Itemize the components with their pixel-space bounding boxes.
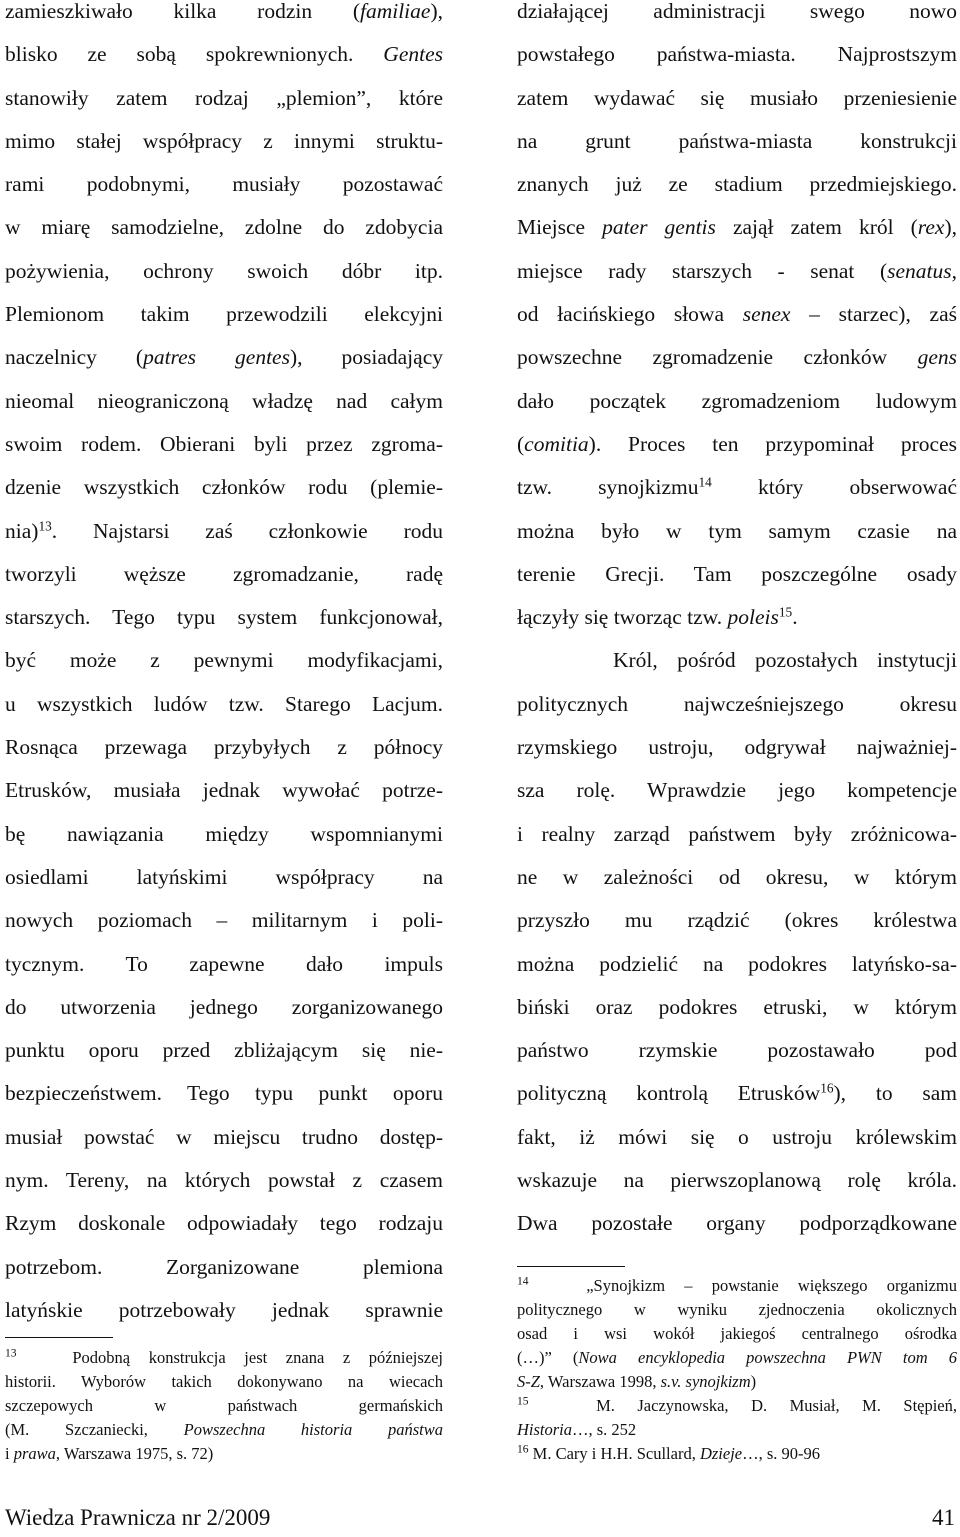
- text-line: do utworzenia jednego zorganizowanego: [5, 994, 443, 1019]
- text-line: państwo rzymskie pozostawało pod: [517, 1038, 957, 1063]
- footnote-line: i prawa, Warszawa 1975, s. 72): [5, 1444, 214, 1463]
- footnote-line: $^{13}$ Podobną konstrukcja jest znana z późniejszej: [5, 1347, 444, 1367]
- footnote-line: historii. Wyborów takich dokonywano na wiecach: [5, 1372, 443, 1391]
- text-line: fakt, iż mówi się o ustroju królewskim: [517, 1124, 957, 1149]
- text-line: pożywienia, ochrony swoich dóbr itp.: [5, 258, 443, 283]
- page-number: 41: [932, 1505, 955, 1530]
- text-line: być może z pewnymi modyfikacjami,: [5, 648, 443, 673]
- text-line: Miejsce pater gentis zajął zatem król (rex),: [517, 215, 957, 240]
- text-line: potrzebom. Zorganizowane plemiona: [5, 1254, 443, 1279]
- text-line: nieomal nieograniczoną władzę nad całym: [5, 388, 443, 413]
- text-line: można podzielić na podokres latyńsko-sa-: [517, 951, 957, 976]
- footnote-line: S-Z, Warszawa 1998, s.v. synojkizm): [517, 1372, 757, 1391]
- text-line: Rzym doskonale odpowiadały tego rodzaju: [5, 1211, 443, 1236]
- right-paragraph: [517, 0, 957, 1246]
- footnote-separator-left: [5, 1337, 113, 1338]
- text-line: punktu oporu przed zbliżającym się nie-: [5, 1038, 443, 1063]
- text-line: powstałego państwa-miasta. Najprostszym: [517, 42, 957, 67]
- footnotes-left: [5, 1346, 443, 1466]
- page-footer: [5, 1505, 955, 1535]
- text-line: i realny zarząd państwem były zróżnicowa-: [517, 821, 957, 846]
- left-paragraph: [5, 0, 443, 1332]
- footnote-number: 13: [5, 1347, 17, 1360]
- text-line: bę nawiązania między wspomnianymi: [5, 821, 443, 846]
- text-line: tworzyli węższe zgromadzanie, radę: [5, 561, 443, 586]
- footnote-line: politycznego w wyniku zjednoczenia okolicznych: [517, 1300, 957, 1319]
- text-line: Etrusków, musiała jednak wywołać potrze-: [5, 778, 443, 803]
- footnote-line: $^{15}$ M. Jaczynowska, D. Musiał, M. Stępień,: [517, 1395, 958, 1415]
- footnotes-right: [517, 1274, 957, 1466]
- journal-title: Wiedza Prawnicza nr 2/2009: [5, 1505, 271, 1530]
- text-line: nym. Tereny, na których powstał z czasem: [5, 1168, 443, 1193]
- footnote-16: [517, 1442, 957, 1466]
- footnote-line: $^{16}$ M. Cary i H.H. Scullard, Dzieje…, s. 90-96: [517, 1443, 821, 1463]
- text-line: dzenie wszystkich członków rodu (plemie-: [5, 475, 443, 500]
- text-line: miejsce rady starszych - senat (senatus,: [517, 258, 957, 283]
- text-line: na grunt państwa-miasta konstrukcji: [517, 128, 957, 153]
- text-line: rami podobnymi, musiały pozostawać: [5, 172, 443, 197]
- footnote-number: 15: [517, 1395, 529, 1408]
- footnote-separator-right: [517, 1266, 625, 1267]
- footnote-line: osad i wsi wokół jakiegoś centralnego ośrodka: [517, 1324, 957, 1343]
- text-line: można było w tym samym czasie na: [517, 518, 957, 543]
- text-line-footnote-ref-16: polityczną kontrolą Etrusków$^{16}$), to sam: [517, 1081, 957, 1106]
- text-line: mimo stałej współpracy z innymi struktu-: [5, 128, 443, 153]
- text-line: w miarę samodzielne, zdolne do zdobycia: [5, 215, 443, 240]
- text-line: sza rolę. Wprawdzie jego kompetencje: [517, 778, 957, 803]
- text-line: bezpieczeństwem. Tego typu punkt oporu: [5, 1081, 443, 1106]
- footnote-line: Historia…, s. 252: [517, 1420, 637, 1439]
- text-line-indented: Król, pośród pozostałych instytucji: [613, 648, 957, 673]
- left-column: [5, 0, 443, 1332]
- text-line: tycznym. To zapewne dało impuls: [5, 951, 443, 976]
- text-line: od łacińskiego słowa senex – starzec), zaś: [517, 302, 957, 327]
- text-line: terenie Grecji. Tam poszczególne osady: [517, 561, 957, 586]
- text-line: ne w zależności od okresu, w którym: [517, 864, 957, 889]
- text-line: u wszystkich ludów tzw. Starego Lacjum.: [5, 691, 443, 716]
- text-line: zatem wydawać się musiało przeniesienie: [517, 85, 957, 110]
- text-line: dało początek zgromadzeniom ludowym: [517, 388, 957, 413]
- text-line: wskazuje na pierwszoplanową rolę króla.: [517, 1168, 957, 1193]
- text-line-footnote-ref-15: łączyły się tworząc tzw. poleis$^{15}$.: [517, 604, 798, 630]
- text-line: biński oraz podokres etruski, w którym: [517, 994, 957, 1019]
- text-line: znanych już ze stadium przedmiejskiego.: [517, 172, 957, 197]
- footnote-number: 14: [517, 1275, 529, 1288]
- text-line: Rosnąca przewaga przybyłych z północy: [5, 735, 443, 760]
- text-line: swoim rodem. Obierani byli przez zgroma-: [5, 431, 443, 456]
- text-line: musiał powstać w miejscu trudno dostęp-: [5, 1124, 443, 1149]
- text-line: rzymskiego ustroju, odgrywał najważniej-: [517, 735, 957, 760]
- text-line: blisko ze sobą spokrewnionych. Gentes: [5, 42, 443, 67]
- footnote-13: [5, 1346, 443, 1466]
- text-line: działającej administracji swego nowo: [517, 0, 957, 23]
- text-line: stanowiły zatem rodzaj „plemion”, które: [5, 85, 443, 110]
- text-line: osiedlami latyńskimi współpracy na: [5, 864, 443, 889]
- footnote-14: [517, 1274, 957, 1394]
- text-line: naczelnicy (patres gentes), posiadający: [5, 345, 443, 370]
- text-line-footnote-ref-14: tzw. synojkizmu$^{14}$ który obserwować: [517, 474, 957, 500]
- footnote-15: [517, 1394, 957, 1442]
- footnote-line: (M. Szczaniecki, Powszechna historia państwa: [5, 1420, 443, 1439]
- text-line-footnote-ref-13: nia)$^{13}$. Najstarsi zaś członkowie rodu: [5, 518, 443, 543]
- right-column: [517, 0, 957, 1246]
- text-line: powszechne zgromadzenie członków gens: [517, 345, 957, 370]
- text-line: Dwa pozostałe organy podporządkowane: [517, 1211, 957, 1236]
- text-line: nowych poziomach – militarnym i poli-: [5, 908, 443, 933]
- text-line: (comitia). Proces ten przypominał proces: [517, 431, 957, 456]
- footnote-line: szczepowych w państwach germańskich: [5, 1396, 443, 1415]
- text-line: politycznych najwcześniejszego okresu: [517, 691, 957, 716]
- text-line: zamieszkiwało kilka rodzin (familiae),: [5, 0, 443, 23]
- text-line: latyńskie potrzebowały jednak sprawnie: [5, 1297, 443, 1322]
- text-line: przyszło mu rządzić (okres królestwa: [517, 908, 957, 933]
- footnote-number: 16: [517, 1443, 529, 1456]
- text-line: starszych. Tego typu system funkcjonował,: [5, 605, 443, 630]
- text-line: Plemionom takim przewodzili elekcyjni: [5, 302, 443, 327]
- footnote-line: $^{14}$ „Synojkizm – powstanie większego organizmu: [517, 1275, 957, 1295]
- footnote-line: (…)” (Nowa encyklopedia powszechna PWN tom 6: [517, 1348, 957, 1367]
